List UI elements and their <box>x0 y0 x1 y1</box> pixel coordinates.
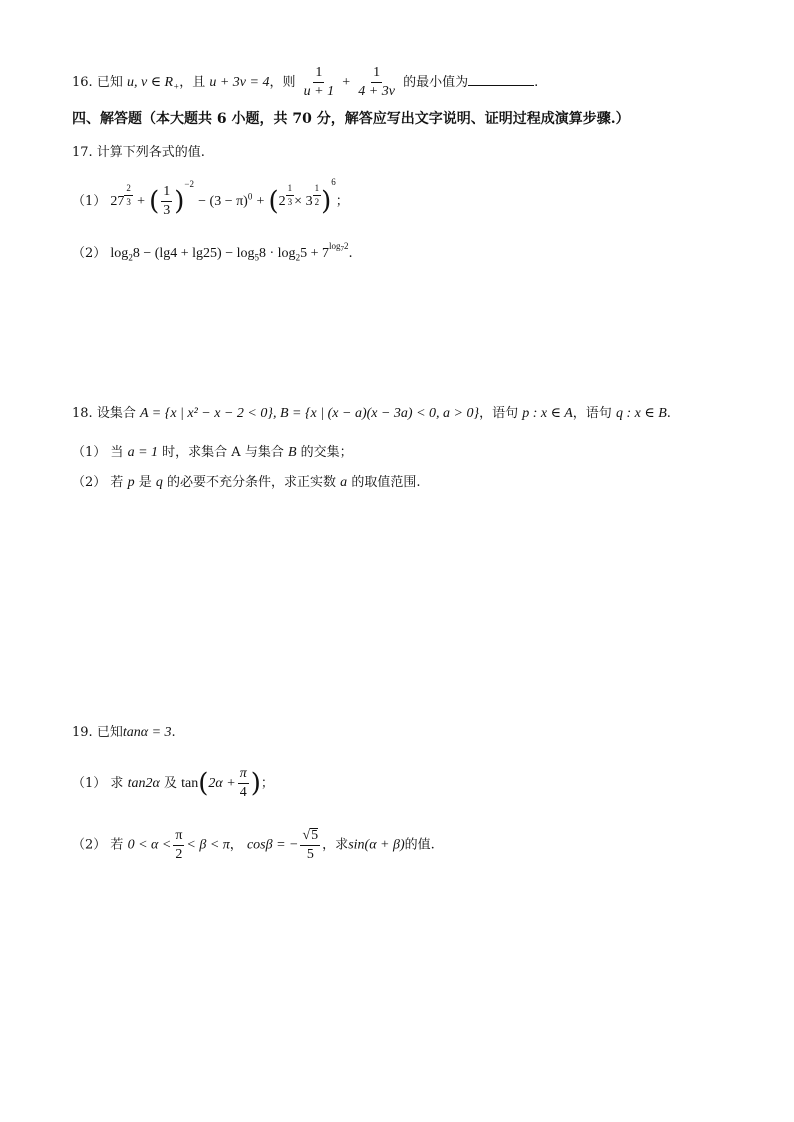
q17-p2-exp-sub: 7 <box>340 245 344 253</box>
q18-part1 <box>72 446 353 460</box>
right-paren: ) <box>250 768 261 799</box>
q18-p2-a: a <box>340 475 348 490</box>
q19-line <box>72 726 176 740</box>
q16-fraction-1: $\frac{1}{u + 1}$ <box>303 65 335 99</box>
q18-text3: ，语句 <box>572 406 612 421</box>
right-paren: ) <box>174 186 185 217</box>
q17-p1-plus2: + <box>256 194 265 209</box>
q16-fraction-2: $\frac{1}{4 + 3v}$ <box>358 65 395 99</box>
q17-stem: 17. 计算下列各式的值. <box>72 145 205 160</box>
q18-part2 <box>72 476 420 490</box>
q18-statement-q: q : x ∈ B <box>615 406 667 421</box>
q16-plus: + <box>342 75 351 90</box>
q19-number: 19. <box>72 725 93 740</box>
q17-p1-exp1: $\frac{2}{3}$ <box>126 183 131 207</box>
q19-part2-label: （2） <box>72 837 107 853</box>
q16-tail: 的最小值为 <box>403 75 469 90</box>
q19-p1-tan: tan <box>181 776 199 791</box>
q17-p1-exp6: 6 <box>331 177 336 187</box>
left-paren: ( <box>198 768 209 799</box>
q16-number: 16. <box>72 75 93 90</box>
q18-number: 18. <box>72 406 93 421</box>
q17-p1-exp5: $\frac{1}{2}$ <box>314 183 320 207</box>
q19-p1-math2: 2α + <box>208 776 236 791</box>
answer-blank <box>468 85 534 86</box>
q18-p1-t3: 的交集； <box>300 445 353 460</box>
q17-p1-term3: − (3 − π) <box>198 194 248 209</box>
q18-p2-t3: 的必要不充分条件，求正实数 <box>167 475 337 490</box>
q16-cond1: u, v ∈ R <box>126 75 174 90</box>
q17-p1-exp3: 0 <box>247 191 253 202</box>
q19-p1-t1: 求 <box>110 776 124 791</box>
q17-p1-end: ； <box>335 194 349 209</box>
q17-p2-log-a: log <box>110 246 129 261</box>
q18-p1-t1: 当 <box>110 445 124 460</box>
q17-p1-base1: 27 <box>110 194 125 209</box>
q19-p1-end: ； <box>260 776 274 791</box>
q19-p1-math1: tan2α <box>127 776 160 791</box>
q17-part2 <box>72 242 353 263</box>
q19-end: . <box>171 725 176 740</box>
q19-p2-sep: ， <box>229 837 243 853</box>
q16-sep2: ，则 <box>269 75 296 90</box>
right-paren: ) <box>321 186 332 217</box>
q19-p2-cos: cosβ = − <box>246 837 299 853</box>
q17-part1 <box>72 178 349 218</box>
sqrt-sign: √ <box>302 828 311 843</box>
q19-p2-t2: ，求 <box>322 837 349 853</box>
q19-p2-t3: 的值. <box>404 837 435 853</box>
q16-line <box>72 66 538 99</box>
q19-p2-math1a: 0 < α < <box>127 837 172 853</box>
q17-p2-exp: log <box>328 241 341 251</box>
q18-text2: ，语句 <box>479 406 519 421</box>
q19-text1: 已知 <box>96 725 123 740</box>
q17-p1-plus1: + <box>137 194 145 209</box>
q18-p1-math: a = 1 <box>127 445 159 460</box>
section-heading: 四、解答题（本大题共 6 小题，共 70 分，解答应写出文字说明、证明过程成演算步骤.） <box>72 111 630 127</box>
q17-p2-end: . <box>348 246 353 261</box>
q19-p2-math1b: < β < π <box>186 837 230 853</box>
q17-p1-exp4: $\frac{1}{3}$ <box>287 183 293 207</box>
q18-p1-B: B <box>287 445 297 460</box>
q18-end: . <box>666 406 671 421</box>
q17-p1-exp2: −2 <box>184 179 194 189</box>
q19-p2-t1: 若 <box>110 837 124 853</box>
q17-p2-exp-rest: 2 <box>343 241 349 251</box>
q17-p1-times: × 3 <box>294 194 313 209</box>
q18-p2-t2: 是 <box>138 475 152 490</box>
q18-text1: 设集合 <box>96 406 136 421</box>
q17-part1-label: （1） <box>72 194 107 209</box>
q18-p2-t4: 的取值范围. <box>351 475 421 490</box>
q18-p1-t2: 时，求集合 A 与集合 <box>162 445 284 460</box>
q19-part1-label: （1） <box>72 776 107 791</box>
q18-sets: A = {x | x² − x − 2 < 0}, B = {x | (x − a)(x − 3a) < 0, a > 0} <box>139 406 480 421</box>
q19-p2-fraction: $\frac{\pi}{2}$ <box>175 827 183 862</box>
left-paren: ( <box>149 186 160 217</box>
q19-p1-t2: 及 <box>163 776 177 791</box>
left-paren: ( <box>268 186 279 217</box>
q19-part2 <box>72 828 435 862</box>
q17-part2-label: （2） <box>72 246 107 261</box>
q17-p2-rest-b: 8 · log <box>259 246 296 261</box>
q16-text: 已知 <box>96 75 123 90</box>
q19-p2-sqrt-value: 5 <box>311 828 319 843</box>
q17-p2-sub-a: 2 <box>128 252 133 263</box>
q18-p2-t1: 若 <box>110 475 124 490</box>
q17-p2-sub-b: 5 <box>254 252 259 263</box>
q18-p2-p: p <box>127 475 135 490</box>
q18-p2-q: q <box>155 475 163 490</box>
q19-p2-sqrt-fraction: $\frac{√5}{5}$ <box>302 828 319 862</box>
q19-p2-sin: sin(α + β) <box>348 837 405 853</box>
q18-part1-label: （1） <box>72 445 107 460</box>
q19-part1 <box>72 767 274 800</box>
q18-line <box>72 407 671 421</box>
q17-p1-base4: 2 <box>278 194 286 209</box>
q17-p2-sub-c: 2 <box>295 252 301 263</box>
q16-cond1-sub: + <box>173 81 180 92</box>
q18-part2-label: （2） <box>72 475 107 490</box>
q16-cond2: u + 3v = 4 <box>209 75 270 90</box>
q16-sep1: ，且 <box>179 75 206 90</box>
q19-condition: tanα = 3 <box>122 725 172 740</box>
q19-p1-fraction: $\frac{\pi}{4}$ <box>239 766 247 800</box>
q17-p2-rest-a: 8 − (lg4 + lg25) − log <box>132 246 255 261</box>
q17-p2-rest-c: 5 + 7 <box>300 246 329 261</box>
q16-end: . <box>534 75 539 90</box>
q17-p1-fraction: $\frac{1}{3}$ <box>163 184 171 218</box>
q18-statement-p: p : x ∈ A <box>522 406 573 421</box>
